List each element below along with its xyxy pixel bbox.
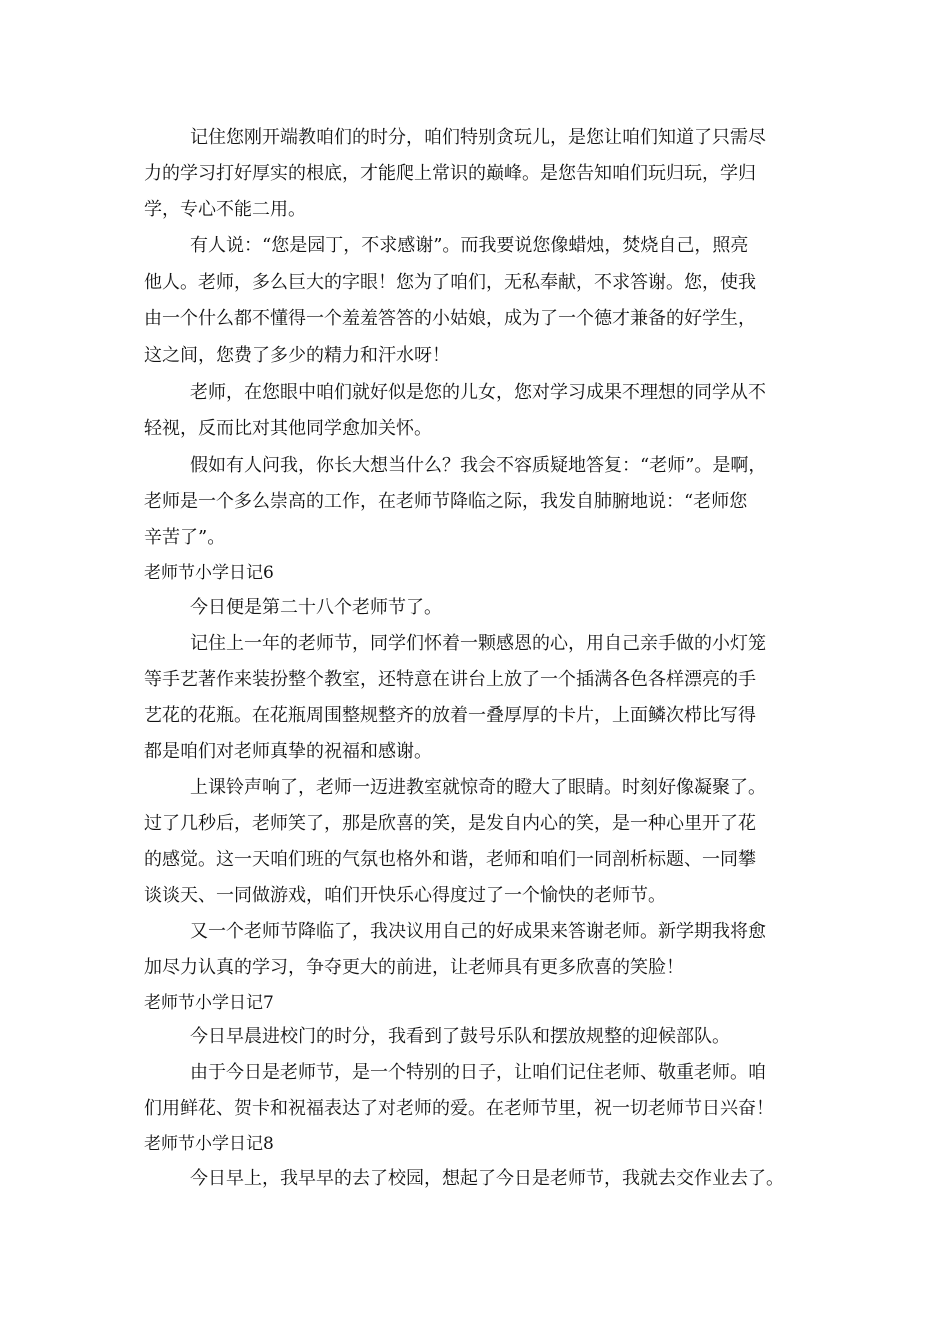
paragraph-line: 假如有人问我，你长大想当什么？我会不容质疑地答复：“老师”。是啊， [190, 455, 767, 476]
paragraph-line: 今日早晨进校门的时分，我看到了鼓号乐队和摆放规整的迎候部队。 [190, 1026, 730, 1047]
paragraph-line: 记住您刚开端教咱们的时分，咱们特别贪玩儿，是您让咱们知道了只需尽 [190, 127, 766, 148]
paragraph-line: 谈谈天、一同做游戏，咱们开快乐心得度过了一个愉快的老师节。 [144, 885, 666, 906]
paragraph-line: 轻视，反而比对其他同学愈加关怀。 [144, 418, 432, 439]
section-heading: 老师节小学日记6 [144, 563, 274, 583]
paragraph-line: 老师，在您眼中咱们就好似是您的儿女，您对学习成果不理想的同学从不 [190, 382, 766, 403]
section-heading: 老师节小学日记8 [144, 1134, 274, 1154]
paragraph-line: 艺花的花瓶。在花瓶周围整规整齐的放着一叠厚厚的卡片，上面鳞次栉比写得 [144, 705, 756, 726]
paragraph-line: 学，专心不能二用。 [144, 199, 306, 220]
paragraph-line: 今日早上，我早早的去了校园，想起了今日是老师节，我就去交作业去了。 [190, 1168, 784, 1189]
paragraph-line: 有人说：“您是园丁，不求感谢”。而我要说您像蜡烛，焚烧自己，照亮 [190, 235, 749, 256]
paragraph-line: 都是咱们对老师真挚的祝福和感谢。 [144, 741, 432, 762]
paragraph-line: 辛苦了”。 [144, 527, 226, 548]
paragraph-line: 老师是一个多么崇高的工作，在老师节降临之际，我发自肺腑地说：“老师您 [144, 491, 748, 512]
paragraph-line: 力的学习打好厚实的根底，才能爬上常识的巅峰。是您告知咱们玩归玩，学归 [144, 163, 756, 184]
paragraph-line: 们用鲜花、贺卡和祝福表达了对老师的爱。在老师节里，祝一切老师节日兴奋！ [144, 1098, 774, 1119]
paragraph-line: 由一个什么都不懂得一个羞羞答答的小姑娘，成为了一个德才兼备的好学生， [144, 308, 756, 329]
paragraph-line: 这之间，您费了多少的精力和汗水呀！ [144, 345, 450, 366]
paragraph-line: 的感觉。这一天咱们班的气氛也格外和谐，老师和咱们一同剖析标题、一同攀 [144, 849, 756, 870]
paragraph-line: 等手艺著作来装扮整个教室，还特意在讲台上放了一个插满各色各样漂亮的手 [144, 669, 756, 690]
paragraph-line: 上课铃声响了，老师一迈进教室就惊奇的瞪大了眼睛。时刻好像凝聚了。 [190, 777, 766, 798]
paragraph-line: 加尽力认真的学习，争夺更大的前进，让老师具有更多欣喜的笑脸！ [144, 957, 684, 978]
paragraph-line: 他人。老师，多么巨大的字眼！您为了咱们，无私奉献，不求答谢。您，使我 [144, 272, 756, 293]
paragraph-line: 过了几秒后，老师笑了，那是欣喜的笑，是发自内心的笑，是一种心里开了花 [144, 813, 756, 834]
paragraph-line: 今日便是第二十八个老师节了。 [190, 597, 442, 618]
paragraph-line: 由于今日是老师节，是一个特别的日子，让咱们记住老师、敬重老师。咱 [190, 1062, 766, 1083]
section-heading: 老师节小学日记7 [144, 993, 274, 1013]
paragraph-line: 记住上一年的老师节，同学们怀着一颗感恩的心，用自己亲手做的小灯笼 [190, 633, 766, 654]
paragraph-line: 又一个老师节降临了，我决议用自己的好成果来答谢老师。新学期我将愈 [190, 921, 766, 942]
